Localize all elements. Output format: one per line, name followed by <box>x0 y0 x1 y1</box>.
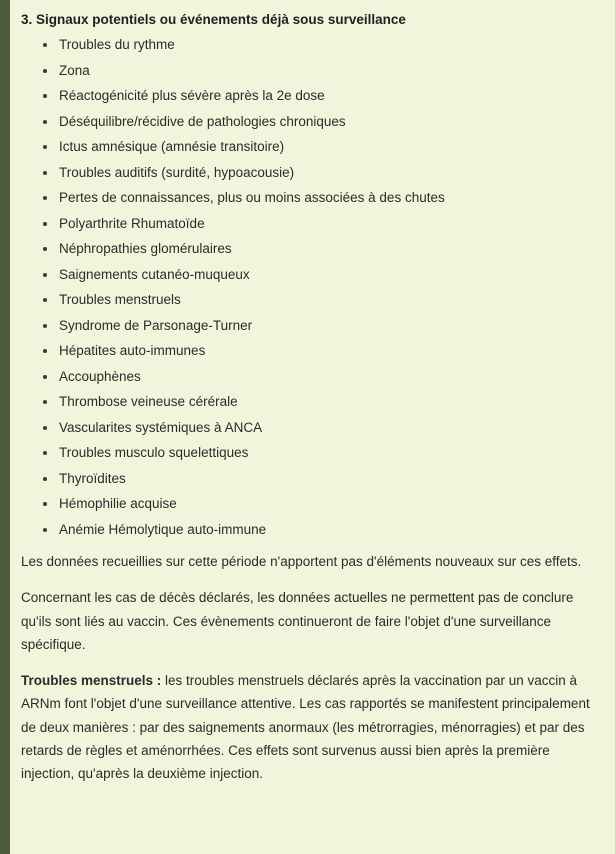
section-title: 3. Signaux potentiels ou événements déjà sous surveillance <box>21 12 406 27</box>
list-item: Hémophilie acquise <box>35 497 597 511</box>
paragraph-menstrual-disorders <box>21 669 597 785</box>
list-item: Troubles du rythme <box>35 38 597 52</box>
list-item: Saignements cutanéo-muqueux <box>35 268 597 282</box>
list-item: Néphropathies glomérulaires <box>35 242 597 256</box>
menstrual-disorders-lead: Troubles menstruels : <box>21 673 166 689</box>
signal-list <box>21 38 597 536</box>
left-accent-bar <box>5 0 10 854</box>
list-item: Zona <box>35 64 597 78</box>
list-item: Syndrome de Parsonage-Turner <box>35 319 597 333</box>
list-item: Pertes de connaissances, plus ou moins associées à des chutes <box>35 191 597 205</box>
list-item: Réactogénicité plus sévère après la 2e dose <box>35 89 597 103</box>
paragraph-deaths-note: Concernant les cas de décès déclarés, les données actuelles ne permettent pas de conclure qu'ils sont liés au vaccin. Ces évènements continueront de faire l'objet d'une surveillance spécifique. <box>21 590 574 652</box>
menstrual-disorders-body: les troubles menstruels déclarés après la vaccination par un vaccin à ARNm font l'objet d'une surveillance attentive. Les cas rapportés se manifestent principalement de deux manières : par des saignements anormaux (les métrorragies, ménorragies) et par des retards de règles et aménorrhées. Ces effets sont survenus aussi bien après la première injection, qu'après la deuxième injection. <box>21 673 590 781</box>
list-item: Déséquilibre/récidive de pathologies chroniques <box>35 115 597 129</box>
list-item: Ictus amnésique (amnésie transitoire) <box>35 140 597 154</box>
list-item: Troubles menstruels <box>35 293 597 307</box>
list-item: Accouphènes <box>35 370 597 384</box>
list-item: Troubles musculo squelettiques <box>35 446 597 460</box>
list-item: Thyroïdites <box>35 472 597 486</box>
paragraph-data-note: Les données recueillies sur cette période n'apportent pas d'éléments nouveaux sur ces effets. <box>21 554 582 570</box>
list-item: Hépatites auto-immunes <box>35 344 597 358</box>
list-item: Vascularites systémiques à ANCA <box>35 421 597 435</box>
list-item: Anémie Hémolytique auto-immune <box>35 523 597 537</box>
list-item: Thrombose veineuse cérérale <box>35 395 597 409</box>
list-item: Troubles auditifs (surdité, hypoacousie) <box>35 166 597 180</box>
list-item: Polyarthrite Rhumatoïde <box>35 217 597 231</box>
